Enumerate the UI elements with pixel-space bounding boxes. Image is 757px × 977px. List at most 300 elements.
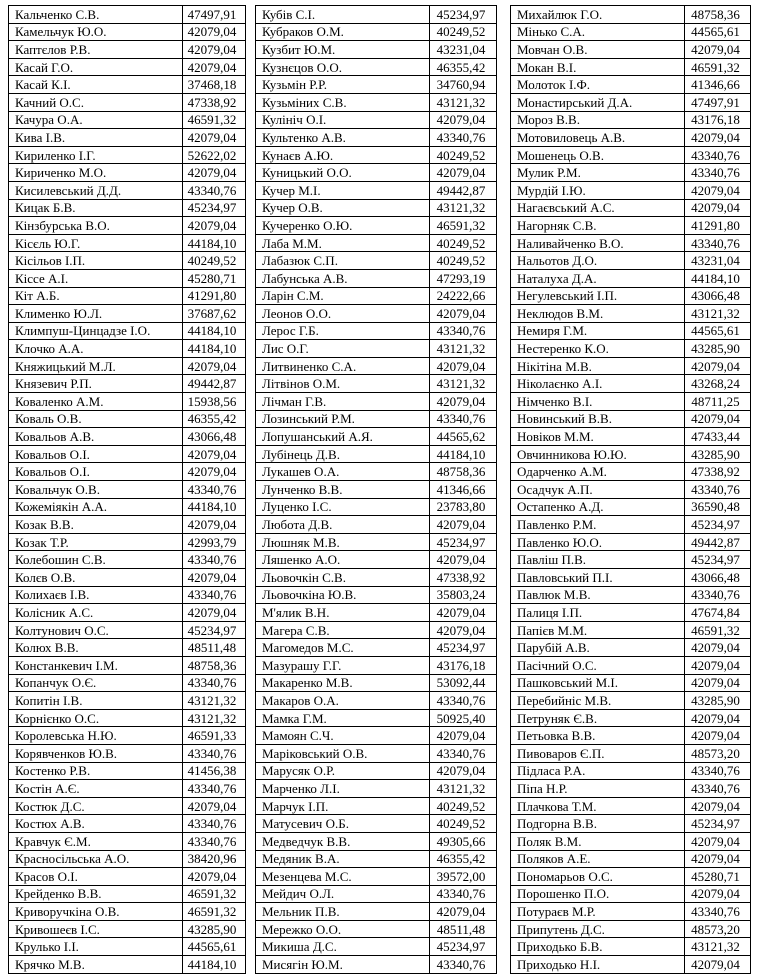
- person-name-cell: Палиця І.П.: [511, 604, 685, 622]
- amount-cell: 42079,04: [183, 445, 246, 463]
- person-name-cell: Парубій А.В.: [511, 639, 685, 657]
- person-name-cell: Козак Т.Р.: [9, 533, 183, 551]
- table-row: [511, 850, 751, 868]
- person-name-cell: Припутень Д.С.: [511, 920, 685, 938]
- amount-cell: 42079,04: [183, 463, 246, 481]
- table-row: [256, 322, 497, 340]
- amount-cell: 47338,92: [685, 463, 751, 481]
- amount-cell: 45234,97: [685, 551, 751, 569]
- person-name-cell: Мокан В.І.: [511, 58, 685, 76]
- table-row: [511, 428, 751, 446]
- person-name-cell: Ларін С.М.: [256, 287, 430, 305]
- table-row: [256, 76, 497, 94]
- amount-cell: 45234,97: [685, 815, 751, 833]
- amount-cell: 44184,10: [183, 322, 246, 340]
- amount-cell: 44565,61: [685, 23, 751, 41]
- amount-cell: 49442,87: [183, 375, 246, 393]
- person-name-cell: Пасічний О.С.: [511, 656, 685, 674]
- amount-cell: 46591,32: [685, 58, 751, 76]
- amount-cell: 23783,80: [430, 498, 497, 516]
- amount-cell: 43340,76: [430, 885, 497, 903]
- table-row: [9, 111, 246, 129]
- person-name-cell: Корнієнко О.С.: [9, 709, 183, 727]
- amount-cell: 40249,52: [430, 815, 497, 833]
- table-row: [511, 6, 751, 24]
- person-name-cell: Мамка Г.М.: [256, 709, 430, 727]
- person-name-cell: Леонов О.О.: [256, 305, 430, 323]
- person-name-cell: Кіссе А.І.: [9, 269, 183, 287]
- person-name-cell: Михайлюк Г.О.: [511, 6, 685, 24]
- person-name-cell: Любота Д.В.: [256, 516, 430, 534]
- amount-cell: 48573,20: [685, 920, 751, 938]
- person-name-cell: Костенко Р.В.: [9, 762, 183, 780]
- amount-cell: 40249,52: [430, 146, 497, 164]
- table-row: [511, 340, 751, 358]
- amount-cell: 43176,18: [430, 656, 497, 674]
- table-row: [256, 903, 497, 921]
- amount-cell: 24222,66: [430, 287, 497, 305]
- amount-cell: 43121,32: [685, 938, 751, 956]
- amount-cell: 44184,10: [183, 498, 246, 516]
- amount-cell: 37468,18: [183, 76, 246, 94]
- table-row: [511, 322, 751, 340]
- person-name-cell: Пономарьов О.С.: [511, 868, 685, 886]
- table-row: [9, 569, 246, 587]
- person-name-cell: Мороз В.В.: [511, 111, 685, 129]
- amount-cell: 42079,04: [685, 129, 751, 147]
- table-row: [9, 498, 246, 516]
- table-row: [9, 903, 246, 921]
- person-name-cell: Кисилевський Д.Д.: [9, 181, 183, 199]
- person-name-cell: Куницький О.О.: [256, 164, 430, 182]
- amount-cell: 45280,71: [685, 868, 751, 886]
- table-row: [9, 305, 246, 323]
- amount-cell: 46355,42: [183, 410, 246, 428]
- amount-cell: 41346,66: [430, 481, 497, 499]
- person-name-cell: Культенко А.В.: [256, 129, 430, 147]
- amount-cell: 40249,52: [183, 252, 246, 270]
- table-row: [511, 762, 751, 780]
- person-name-cell: Неклюдов В.М.: [511, 305, 685, 323]
- person-name-cell: Кривошеєв І.С.: [9, 920, 183, 938]
- person-name-cell: Костюх А.В.: [9, 815, 183, 833]
- person-name-cell: Нагорняк С.В.: [511, 217, 685, 235]
- table-row: [9, 516, 246, 534]
- amount-cell: 40249,52: [430, 234, 497, 252]
- table-row: [9, 639, 246, 657]
- amount-cell: 42079,04: [430, 727, 497, 745]
- table-row: [511, 569, 751, 587]
- person-name-cell: Потураєв М.Р.: [511, 903, 685, 921]
- table-row: [511, 357, 751, 375]
- amount-cell: 42079,04: [685, 357, 751, 375]
- person-name-cell: Мовчан О.В.: [511, 41, 685, 59]
- amount-cell: 42079,04: [183, 23, 246, 41]
- table-row: [256, 164, 497, 182]
- amount-cell: 47293,19: [430, 269, 497, 287]
- table-row: [511, 727, 751, 745]
- table-row: [256, 885, 497, 903]
- table-row: [9, 744, 246, 762]
- table-row: [9, 674, 246, 692]
- person-name-cell: Петьовка В.В.: [511, 727, 685, 745]
- person-name-cell: Кравчук Є.М.: [9, 832, 183, 850]
- person-name-cell: Колебошин С.В.: [9, 551, 183, 569]
- table-row: [256, 744, 497, 762]
- person-name-cell: Кісільов І.П.: [9, 252, 183, 270]
- person-name-cell: Королевська Н.Ю.: [9, 727, 183, 745]
- amount-cell: 48511,48: [430, 920, 497, 938]
- table-row: [511, 639, 751, 657]
- table-row: [256, 481, 497, 499]
- table-row: [9, 463, 246, 481]
- table-row: [256, 569, 497, 587]
- person-name-cell: Мельник П.В.: [256, 903, 430, 921]
- amount-cell: 43121,32: [685, 305, 751, 323]
- amount-cell: 42079,04: [183, 797, 246, 815]
- table-row: [9, 410, 246, 428]
- table-row: [9, 727, 246, 745]
- amount-cell: 43121,32: [183, 692, 246, 710]
- person-name-cell: Лубінець Д.В.: [256, 445, 430, 463]
- amount-cell: 42079,04: [430, 305, 497, 323]
- amount-cell: 43340,76: [685, 586, 751, 604]
- amount-cell: 45234,97: [430, 938, 497, 956]
- person-name-cell: Колихаєв І.В.: [9, 586, 183, 604]
- person-name-cell: Крейденко В.В.: [9, 885, 183, 903]
- amount-cell: 43340,76: [183, 780, 246, 798]
- table-row: [511, 674, 751, 692]
- amount-cell: 43285,90: [685, 692, 751, 710]
- table-row: [511, 832, 751, 850]
- amount-cell: 43121,32: [430, 199, 497, 217]
- person-name-cell: Монастирський Д.А.: [511, 93, 685, 111]
- amount-cell: 43285,90: [685, 445, 751, 463]
- table-row: [256, 868, 497, 886]
- amount-cell: 44184,10: [430, 445, 497, 463]
- person-name-cell: Нальотов Д.О.: [511, 252, 685, 270]
- person-name-cell: Красов О.І.: [9, 868, 183, 886]
- table-row: [511, 656, 751, 674]
- table-row: [9, 41, 246, 59]
- amount-cell: 43340,76: [183, 744, 246, 762]
- person-name-cell: Климпуш-Цинцадзе І.О.: [9, 322, 183, 340]
- person-name-cell: Колісник А.С.: [9, 604, 183, 622]
- person-name-cell: Коваленко А.М.: [9, 393, 183, 411]
- table-row: [511, 780, 751, 798]
- table-row: [9, 322, 246, 340]
- person-name-cell: Кучер М.І.: [256, 181, 430, 199]
- amount-cell: 43340,76: [183, 832, 246, 850]
- person-name-cell: Лозинський Р.М.: [256, 410, 430, 428]
- table-row: [511, 181, 751, 199]
- amount-cell: 40249,52: [430, 252, 497, 270]
- table-row: [256, 199, 497, 217]
- table-row: [9, 129, 246, 147]
- amount-cell: 42079,04: [430, 551, 497, 569]
- table-row: [511, 375, 751, 393]
- amount-cell: 48711,25: [685, 393, 751, 411]
- table-row: [9, 269, 246, 287]
- amount-cell: 45234,97: [685, 516, 751, 534]
- table-row: [256, 58, 497, 76]
- person-name-cell: Каптєлов Р.В.: [9, 41, 183, 59]
- table-row: [9, 797, 246, 815]
- table-row: [9, 850, 246, 868]
- person-name-cell: Приходько Б.В.: [511, 938, 685, 956]
- amount-cell: 41291,80: [685, 217, 751, 235]
- amount-cell: 47497,91: [685, 93, 751, 111]
- amount-cell: 42079,04: [685, 956, 751, 974]
- person-name-cell: Лукашев О.А.: [256, 463, 430, 481]
- person-name-cell: Кузнєцов О.О.: [256, 58, 430, 76]
- person-name-cell: Ковальов А.В.: [9, 428, 183, 446]
- person-name-cell: Костюк Д.С.: [9, 797, 183, 815]
- person-name-cell: Мулик Р.М.: [511, 164, 685, 182]
- table-row: [511, 410, 751, 428]
- person-name-cell: Луценко І.С.: [256, 498, 430, 516]
- person-name-cell: Клочко А.А.: [9, 340, 183, 358]
- person-name-cell: Медведчук В.В.: [256, 832, 430, 850]
- person-name-cell: Марченко Л.І.: [256, 780, 430, 798]
- person-name-cell: Кучер О.В.: [256, 199, 430, 217]
- amount-cell: 48511,48: [183, 639, 246, 657]
- table-row: [256, 146, 497, 164]
- table-row: [9, 586, 246, 604]
- amount-cell: 43340,76: [685, 234, 751, 252]
- table-row: [256, 375, 497, 393]
- table-row: [9, 885, 246, 903]
- table-row: [256, 23, 497, 41]
- person-name-cell: Магомедов М.С.: [256, 639, 430, 657]
- table-row: [9, 709, 246, 727]
- amount-cell: 45234,97: [430, 639, 497, 657]
- amount-cell: 44184,10: [183, 340, 246, 358]
- amount-cell: 49442,87: [685, 533, 751, 551]
- person-name-cell: Микиша Д.С.: [256, 938, 430, 956]
- table-row: [256, 269, 497, 287]
- table-row: [256, 445, 497, 463]
- amount-cell: 47674,84: [685, 604, 751, 622]
- table-row: [511, 956, 751, 974]
- amount-cell: 43121,32: [430, 340, 497, 358]
- amount-cell: 43340,76: [685, 903, 751, 921]
- person-name-cell: Мейдич О.Л.: [256, 885, 430, 903]
- amount-cell: 42079,04: [183, 516, 246, 534]
- table-row: [9, 340, 246, 358]
- person-name-cell: Кириленко І.Г.: [9, 146, 183, 164]
- table-row: [9, 445, 246, 463]
- table-row: [9, 357, 246, 375]
- amount-cell: 48758,36: [183, 656, 246, 674]
- table-row: [256, 181, 497, 199]
- table-row: [511, 445, 751, 463]
- person-name-cell: Мінько С.А.: [511, 23, 685, 41]
- table-row: [9, 375, 246, 393]
- amount-cell: 46355,42: [430, 850, 497, 868]
- amount-cell: 43340,76: [430, 692, 497, 710]
- amount-cell: 45280,71: [183, 269, 246, 287]
- person-name-cell: Льовочкіна Ю.В.: [256, 586, 430, 604]
- person-name-cell: Нікітіна М.В.: [511, 357, 685, 375]
- table-row: [256, 498, 497, 516]
- amount-cell: 42079,04: [183, 868, 246, 886]
- table-row: [511, 269, 751, 287]
- amount-cell: 42079,04: [685, 850, 751, 868]
- amount-cell: 50925,40: [430, 709, 497, 727]
- table-row: [256, 674, 497, 692]
- amount-cell: 42079,04: [430, 903, 497, 921]
- table-row: [256, 217, 497, 235]
- table-row: [256, 639, 497, 657]
- table-row: [9, 393, 246, 411]
- person-name-cell: Пивоваров Є.П.: [511, 744, 685, 762]
- table-row: [9, 481, 246, 499]
- table-row: [256, 252, 497, 270]
- table-column-3: [510, 5, 751, 974]
- table-row: [511, 23, 751, 41]
- person-name-cell: Порошенко П.О.: [511, 885, 685, 903]
- amount-cell: 15938,56: [183, 393, 246, 411]
- table-row: [9, 832, 246, 850]
- person-name-cell: Касай Г.О.: [9, 58, 183, 76]
- person-name-cell: Касай К.І.: [9, 76, 183, 94]
- amount-cell: 42079,04: [430, 111, 497, 129]
- amount-cell: 44184,10: [685, 269, 751, 287]
- amount-cell: 48758,36: [430, 463, 497, 481]
- amount-cell: 42079,04: [685, 797, 751, 815]
- table-row: [511, 41, 751, 59]
- person-name-cell: Кириченко М.О.: [9, 164, 183, 182]
- person-name-cell: Магера С.В.: [256, 621, 430, 639]
- person-name-cell: Клименко Ю.Л.: [9, 305, 183, 323]
- amount-cell: 42079,04: [685, 674, 751, 692]
- amount-cell: 43121,32: [430, 780, 497, 798]
- person-name-cell: Литвиненко С.А.: [256, 357, 430, 375]
- person-name-cell: Лопушанський А.Я.: [256, 428, 430, 446]
- amount-cell: 42079,04: [685, 727, 751, 745]
- amount-cell: 42079,04: [430, 393, 497, 411]
- amount-cell: 42079,04: [183, 129, 246, 147]
- person-name-cell: Ляшенко А.О.: [256, 551, 430, 569]
- amount-cell: 43340,76: [183, 481, 246, 499]
- table-row: [256, 938, 497, 956]
- person-name-cell: Одарченко А.М.: [511, 463, 685, 481]
- amount-cell: 40249,52: [430, 797, 497, 815]
- table-row: [511, 551, 751, 569]
- table-row: [256, 956, 497, 974]
- amount-cell: 43340,76: [685, 164, 751, 182]
- amount-cell: 42079,04: [183, 58, 246, 76]
- person-name-cell: Німченко В.І.: [511, 393, 685, 411]
- amount-cell: 42079,04: [430, 604, 497, 622]
- table-row: [256, 551, 497, 569]
- table-row: [511, 516, 751, 534]
- person-name-cell: Крячко М.В.: [9, 956, 183, 974]
- table-row: [9, 23, 246, 41]
- amount-cell: 46591,32: [685, 621, 751, 639]
- person-name-cell: Лабазюк С.П.: [256, 252, 430, 270]
- amount-cell: 42079,04: [685, 199, 751, 217]
- table-row: [9, 428, 246, 446]
- table-row: [9, 164, 246, 182]
- person-name-cell: Мошенець О.В.: [511, 146, 685, 164]
- amount-cell: 46591,32: [183, 885, 246, 903]
- person-name-cell: Кузьмін Р.Р.: [256, 76, 430, 94]
- person-name-cell: Лис О.Г.: [256, 340, 430, 358]
- person-name-cell: Качура О.А.: [9, 111, 183, 129]
- table-row: [256, 6, 497, 24]
- amount-cell: 42079,04: [430, 621, 497, 639]
- amount-cell: 43340,76: [430, 322, 497, 340]
- table-row: [256, 832, 497, 850]
- amount-cell: 43231,04: [430, 41, 497, 59]
- table-row: [511, 744, 751, 762]
- table-row: [511, 146, 751, 164]
- person-name-cell: Мотовиловець А.В.: [511, 129, 685, 147]
- amount-cell: 43066,48: [685, 569, 751, 587]
- amount-cell: 43340,76: [183, 551, 246, 569]
- person-name-cell: Лічман Г.В.: [256, 393, 430, 411]
- table-row: [9, 252, 246, 270]
- person-name-cell: Констанкевич І.М.: [9, 656, 183, 674]
- amount-cell: 45234,97: [430, 6, 497, 24]
- amount-cell: 43231,04: [685, 252, 751, 270]
- person-name-cell: Піпа Н.Р.: [511, 780, 685, 798]
- table-row: [511, 498, 751, 516]
- person-name-cell: Мережко О.О.: [256, 920, 430, 938]
- person-name-cell: Кубраков О.М.: [256, 23, 430, 41]
- amount-cell: 42079,04: [685, 885, 751, 903]
- person-name-cell: Копитін І.В.: [9, 692, 183, 710]
- amount-cell: 45234,97: [430, 533, 497, 551]
- table-row: [256, 920, 497, 938]
- table-row: [511, 217, 751, 235]
- amount-cell: 44565,62: [430, 428, 497, 446]
- table-row: [9, 656, 246, 674]
- person-name-cell: Качний О.С.: [9, 93, 183, 111]
- table-row: [256, 305, 497, 323]
- amount-cell: 43340,76: [183, 586, 246, 604]
- table-row: [9, 199, 246, 217]
- person-name-cell: Красносільська А.О.: [9, 850, 183, 868]
- table-row: [511, 93, 751, 111]
- table-row: [511, 797, 751, 815]
- amount-cell: 44565,61: [685, 322, 751, 340]
- table-row: [256, 41, 497, 59]
- amount-cell: 43340,76: [430, 956, 497, 974]
- person-name-cell: Колюх В.В.: [9, 639, 183, 657]
- person-name-cell: Ковальчук О.В.: [9, 481, 183, 499]
- table-row: [9, 146, 246, 164]
- table-row: [511, 621, 751, 639]
- person-name-cell: Молоток І.Ф.: [511, 76, 685, 94]
- amount-cell: 47338,92: [183, 93, 246, 111]
- amount-cell: 42079,04: [183, 217, 246, 235]
- table-row: [511, 885, 751, 903]
- person-name-cell: Підласа Р.А.: [511, 762, 685, 780]
- amount-cell: 43268,24: [685, 375, 751, 393]
- amount-cell: 43176,18: [685, 111, 751, 129]
- person-name-cell: Крулько І.І.: [9, 938, 183, 956]
- person-name-cell: Павленко Ю.О.: [511, 533, 685, 551]
- table-row: [256, 815, 497, 833]
- person-name-cell: Лунченко В.В.: [256, 481, 430, 499]
- table-row: [256, 129, 497, 147]
- table-row: [9, 938, 246, 956]
- amount-cell: 48573,20: [685, 744, 751, 762]
- person-name-cell: Козак В.В.: [9, 516, 183, 534]
